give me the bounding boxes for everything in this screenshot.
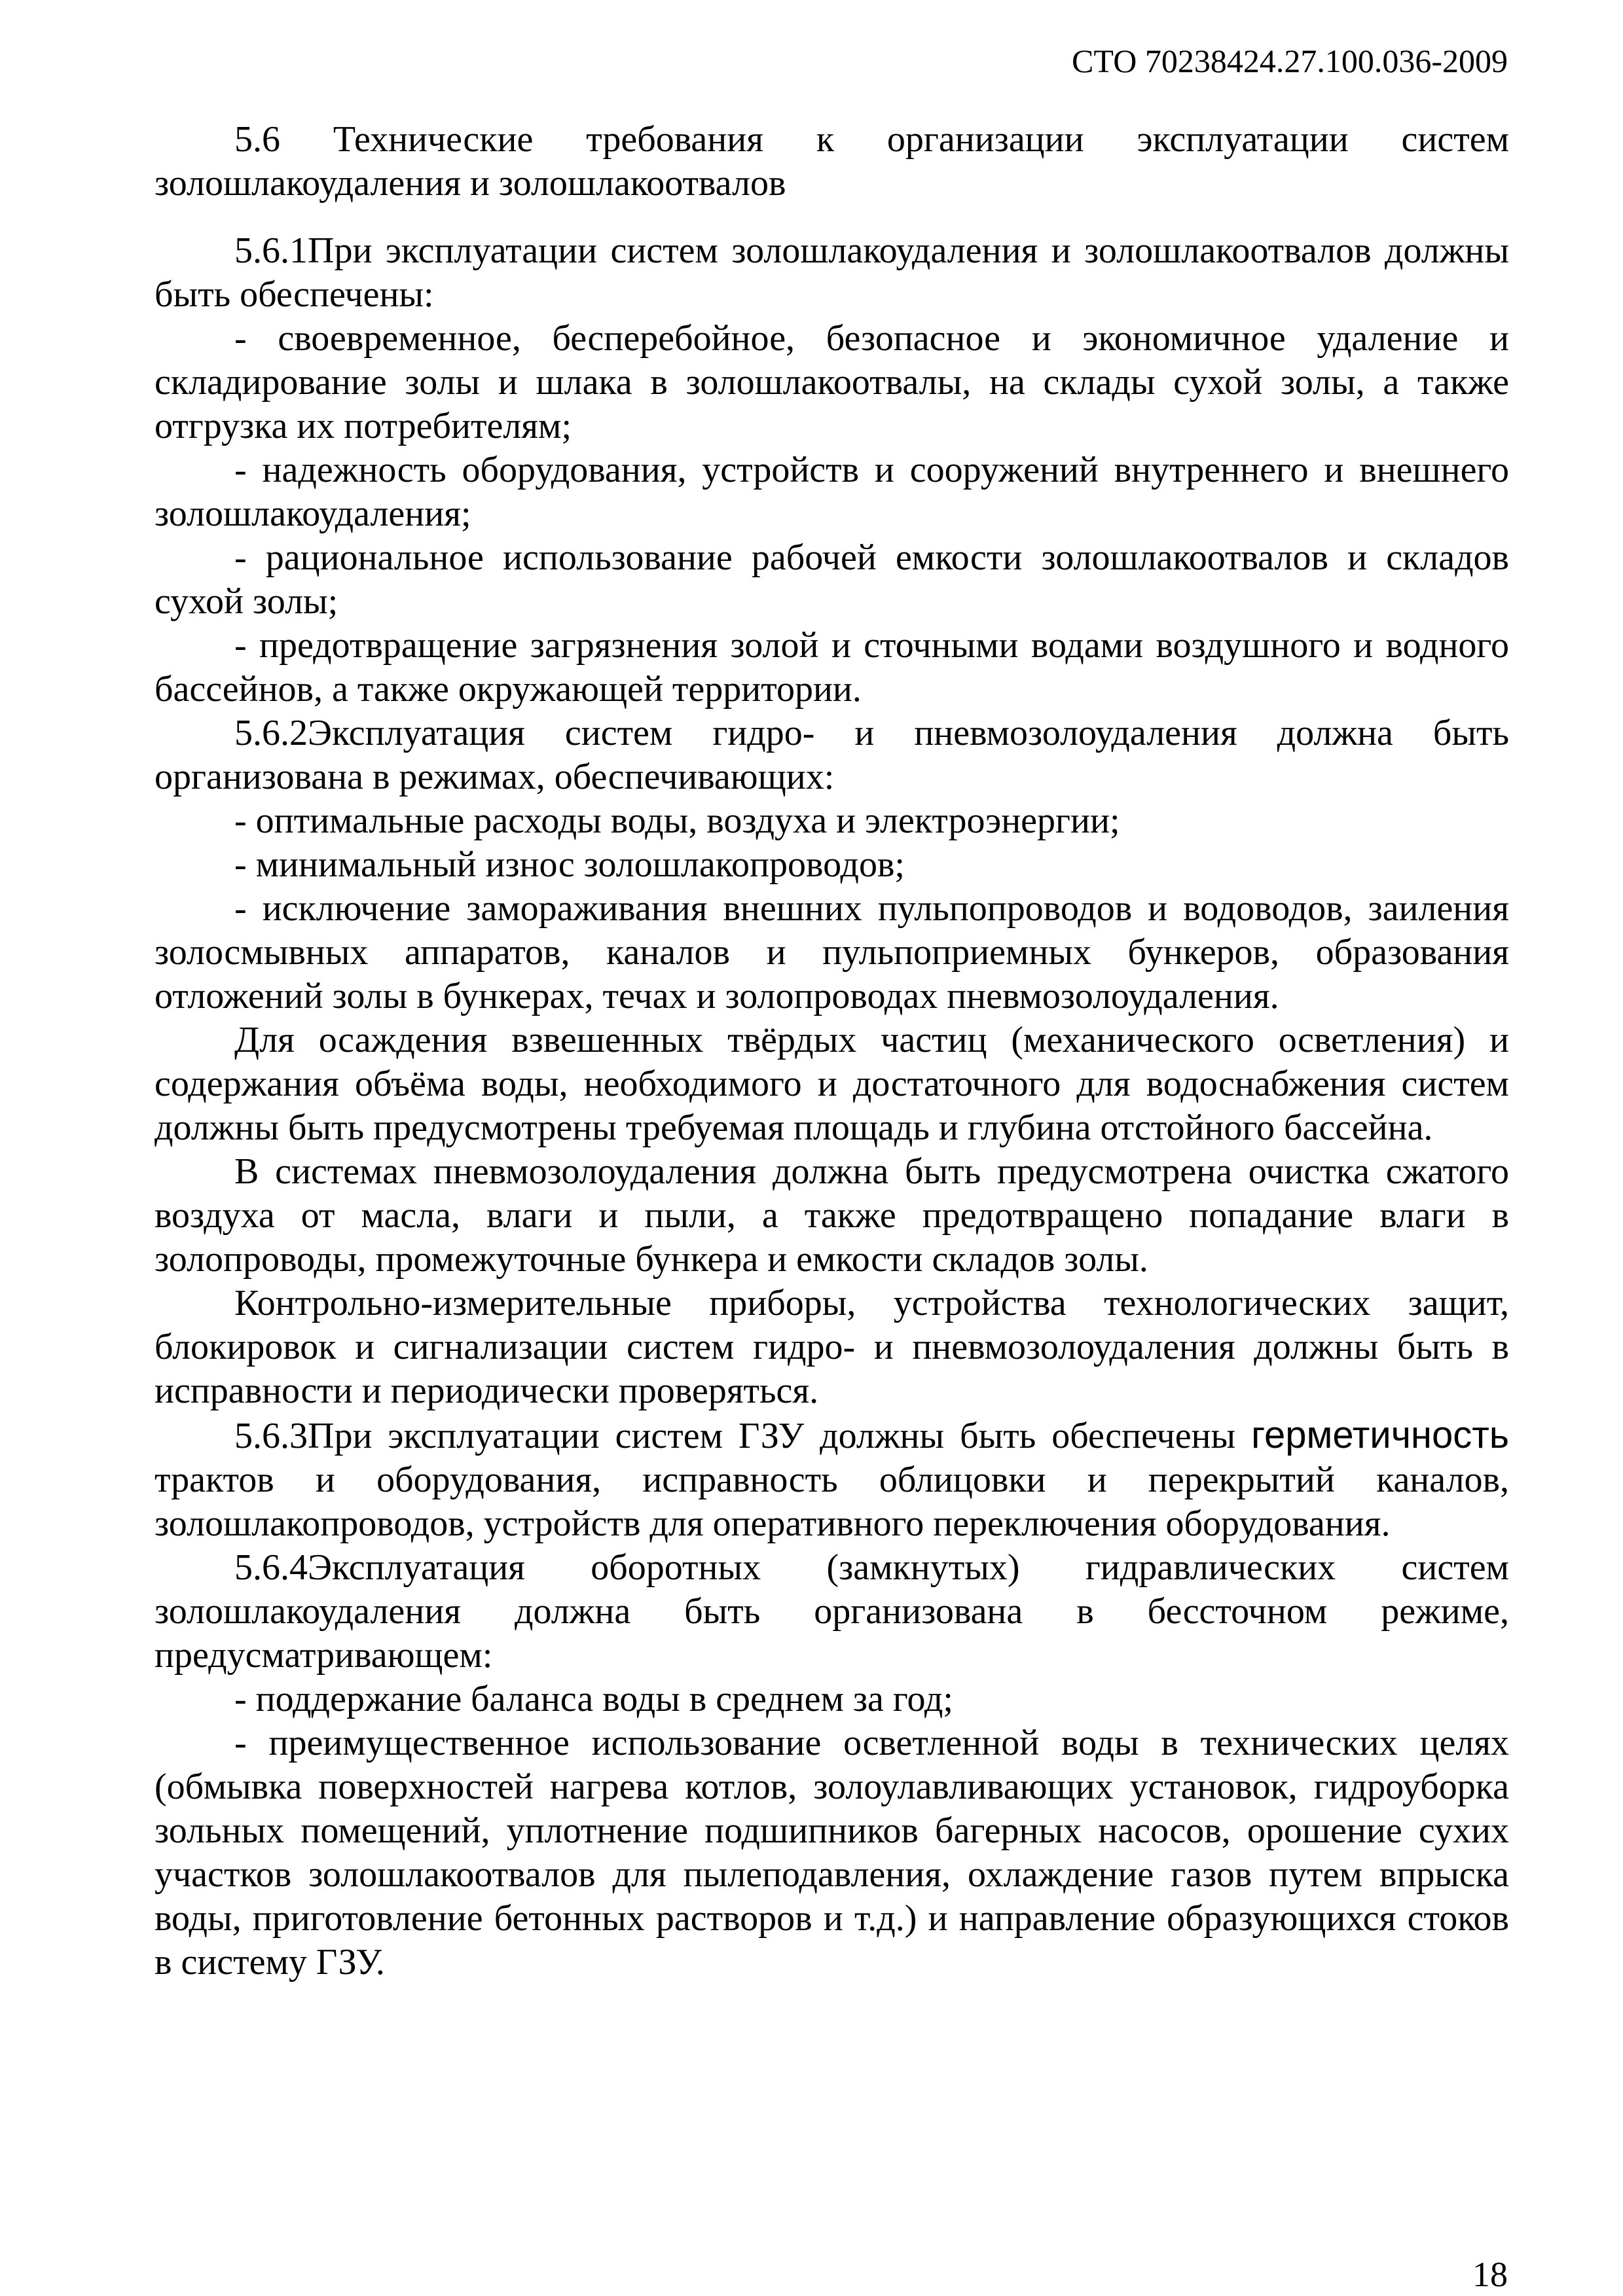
clause-5-6-1-item-1: - своевременное, бесперебойное, безопасное и экономичное удаление и складирование золы и шлака в золошлакоотвалы, на склады сухой золы, а также отгрузка их потребителям; <box>155 318 1509 446</box>
clause-5-6-3-start: 5.6.3При эксплуатации систем ГЗУ должны быть обеспечены <box>234 1416 1236 1456</box>
clause-5-6-1-item-4: - предотвращение загрязнения золой и сточными водами воздушного и водного бассейнов, а также окружающей территории. <box>155 625 1509 709</box>
clause-5-6-3 <box>155 1413 1509 1546</box>
clause-5-6-4-item-2: - преимущественное использование осветленной воды в технических целях (обмывка поверхностей нагрева котлов, золоулавливающих установок, гидроуборка зольных помещений, уплотнение подшипников багерных насосов, орошение сухих участков золошлакоотвалов для пылеподавления, охлаждение газов путем впрыска воды, приготовление бетонных растворов и т.д.) и направление образующихся стоков в систему ГЗУ. <box>155 1723 1509 1982</box>
clause-5-6-2-item-1: - оптимальные расходы воды, воздуха и электроэнергии; <box>234 800 1120 841</box>
section-heading: 5.6 Технические требования к организации эксплуатации систем золошлакоудаления и золошлакоотвалов <box>155 119 1509 204</box>
document-code: СТО 70238424.27.100.036-2009 <box>1072 43 1508 79</box>
clause-5-6-1-item-3: - рациональное использование рабочей емкости золошлакоотвалов и складов сухой золы; <box>155 537 1509 622</box>
clause-5-6-2-intro: 5.6.2Эксплуатация систем гидро- и пневмозолоудаления должна быть организована в режимах, обеспечивающих: <box>155 713 1509 797</box>
clause-5-6-3-end: трактов и оборудования, исправность облицовки и перекрытий каналов, золошлакопроводов, устройств для оперативного переключения оборудования. <box>155 1460 1509 1544</box>
clause-5-6-1-intro: 5.6.1При эксплуатации систем золошлакоудаления и золошлакоотвалов должны быть обеспечены: <box>155 230 1509 315</box>
clause-5-6-4-intro: 5.6.4Эксплуатация оборотных (замкнутых) гидравлических систем золошлакоудаления должна быть организована в бессточном режиме, предусматривающем: <box>155 1547 1509 1676</box>
clause-5-6-2-item-2: - минимальный износ золошлакопроводов; <box>234 844 905 885</box>
paragraph-settling: Для осаждения взвешенных твёрдых частиц (механического осветления) и содержания объёма воды, необходимого и достаточного для водоснабжения систем должны быть предусмотрены требуемая площадь и глубина отстойного бассейна. <box>155 1020 1509 1148</box>
page-number: 18 <box>1472 2255 1508 2294</box>
clause-5-6-1-item-2: - надежность оборудования, устройств и сооружений внутреннего и внешнего золошлакоудаления; <box>155 450 1509 534</box>
paragraph-instruments: Контрольно-измерительные приборы, устройства технологических защит, блокировок и сигнализации систем гидро- и пневмозолоудаления должны быть в исправности и периодически проверяться. <box>155 1283 1509 1411</box>
clause-5-6-2-item-3: - исключение замораживания внешних пульпопроводов и водоводов, заиления золосмывных аппаратов, каналов и пульпоприемных бункеров, образования отложений золы в бункерах, течах и золопроводах пневмозолоудаления. <box>155 888 1509 1016</box>
clause-5-6-3-emphasis: герметичность <box>1251 1414 1509 1456</box>
paragraph-pneumatic: В системах пневмозолоудаления должна быть предусмотрена очистка сжатого воздуха от масла, влаги и пыли, а также предотвращено попадание влаги в золопроводы, промежуточные бункера и емкости складов золы. <box>155 1151 1509 1280</box>
clause-5-6-4-item-1: - поддержание баланса воды в среднем за год; <box>234 1679 953 1719</box>
document-body <box>155 118 1509 1984</box>
